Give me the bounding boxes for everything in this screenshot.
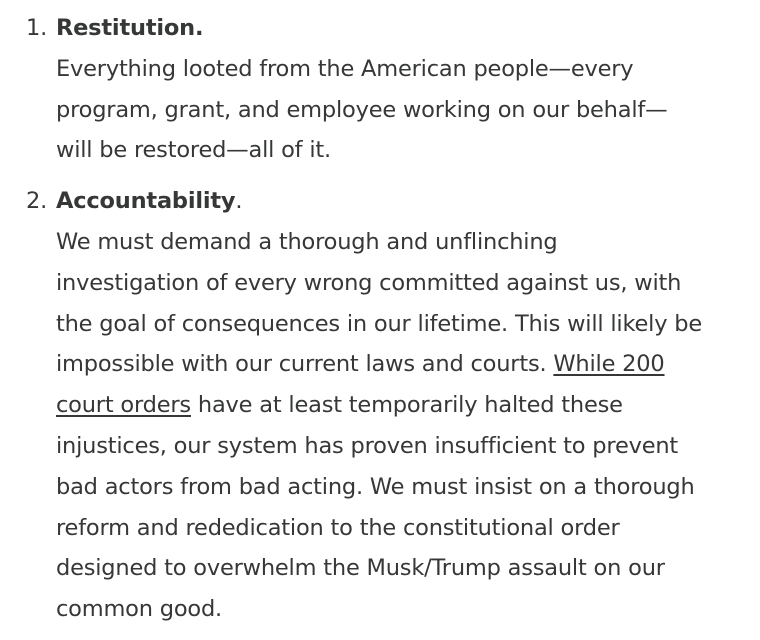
title-period: .	[235, 188, 243, 215]
paragraph-line	[56, 385, 746, 426]
text-before-link: impossible with our current laws and courts.	[56, 351, 554, 378]
paragraph-line: injustices, our system has proven insufficient to prevent	[56, 432, 679, 459]
list-item-number: 2.	[26, 188, 48, 215]
list-item-title-line	[56, 181, 746, 222]
paragraph-line: We must demand a thorough and unflinching	[56, 228, 558, 255]
court-orders-link-continued[interactable]: court orders	[56, 392, 191, 419]
numbered-list	[26, 8, 746, 630]
list-item-number: 1.	[26, 15, 48, 41]
paragraph-line: designed to overwhelm the Musk/Trump assault on our	[56, 555, 665, 582]
paragraph-line: common good.	[56, 596, 222, 623]
list-item-title-line	[56, 8, 746, 49]
paragraph-line: Everything looted from the American people—every	[56, 55, 634, 82]
list-item-restitution	[26, 8, 746, 171]
list-item-title: Restitution.	[56, 15, 204, 41]
court-orders-link[interactable]: While 200	[553, 351, 665, 378]
list-item-title: Accountability	[56, 188, 236, 215]
text-after-link: have at least temporarily halted these	[190, 392, 623, 419]
paragraph-line: bad actors from bad acting. We must insist on a thorough	[56, 473, 695, 500]
paragraph-line: reform and rededication to the constitutional order	[56, 514, 620, 541]
paragraph-line	[56, 344, 746, 385]
paragraph-line: program, grant, and employee working on our behalf—	[56, 96, 668, 123]
paragraph-line: will be restored—all of it.	[56, 137, 331, 164]
paragraph-line: the goal of consequences in our lifetime. This will likely be	[56, 310, 703, 337]
paragraph-line: investigation of every wrong committed against us, with	[56, 269, 682, 296]
list-item-accountability	[26, 181, 746, 630]
